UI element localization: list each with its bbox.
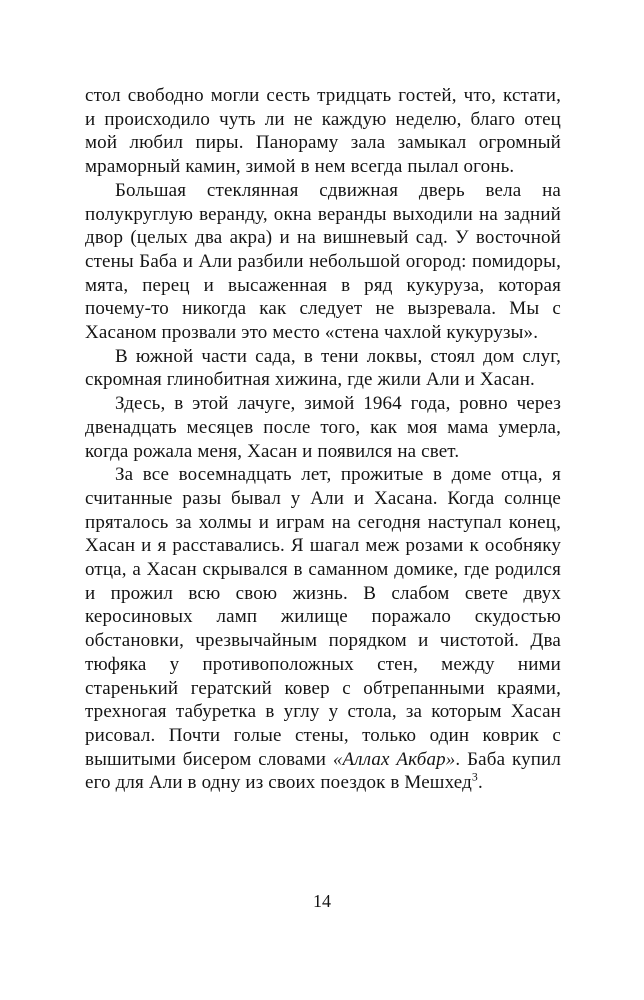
paragraph xyxy=(85,463,561,795)
text-run: . Баба купил его для Али в одну из своих поездок в Мешхед xyxy=(85,748,561,794)
paragraph: стол свободно могли сесть тридцать гостей, что, кстати, и происходило чуть ли не каждую неделю, благо отец мой любил пиры. Панораму зала замыкал огромный мраморный камин, зимой в нем всегда пылал огонь. xyxy=(85,85,561,178)
page-text xyxy=(85,84,561,795)
text-run: . xyxy=(477,772,483,794)
italic-phrase: «Аллах Акбар» xyxy=(332,748,456,770)
footnote-marker: 3 xyxy=(471,771,478,785)
paragraph: Большая стеклянная сдвижная дверь вела на полукруглую веранду, окна веранды выходили на задний двор (целых два акра) и на вишневый сад. У восточной стены Баба и Али разбили небольшой огород: помидоры, мята, перец и высаженная в ряд кукуруза, которая почему-то никогда как следует не вызревала. Мы с Хасаном прозвали это место «стена чахлой кукурузы». xyxy=(85,179,561,344)
text-run: За все восемнадцать лет, прожитые в доме отца, я считанные разы бывал у Али и Хасана. Когда солнце пряталось за холмы и играм на сегодня наступал конец, Хасан и я расставались. Я шагал меж розами к особняку отца, а Хасан скрывался в саманном домике, где родился и прожил всю свою жизнь. В слабом свете двух керосиновых ламп жилище поражало скудостью обстановки, чрезвычайным порядком и чистотой. Два тюфяка у противоположных стен, между ними старенький гератский ковер с обтрепанными краями, трехногая табуретка в углу у стола, за которым Хасан рисовал. Почти голые стены, только один коврик с вышитыми бисером словами xyxy=(85,464,561,770)
page-number: 14 xyxy=(313,891,331,911)
paragraph: В южной части сада, в тени локвы, стоял дом слуг, скромная глинобитная хижина, где жили Али и Хасан. xyxy=(85,345,561,391)
paragraph: Здесь, в этой лачуге, зимой 1964 года, ровно через двенадцать месяцев после того, как моя мама умерла, когда рожала меня, Хасан и появился на свет. xyxy=(85,393,561,462)
